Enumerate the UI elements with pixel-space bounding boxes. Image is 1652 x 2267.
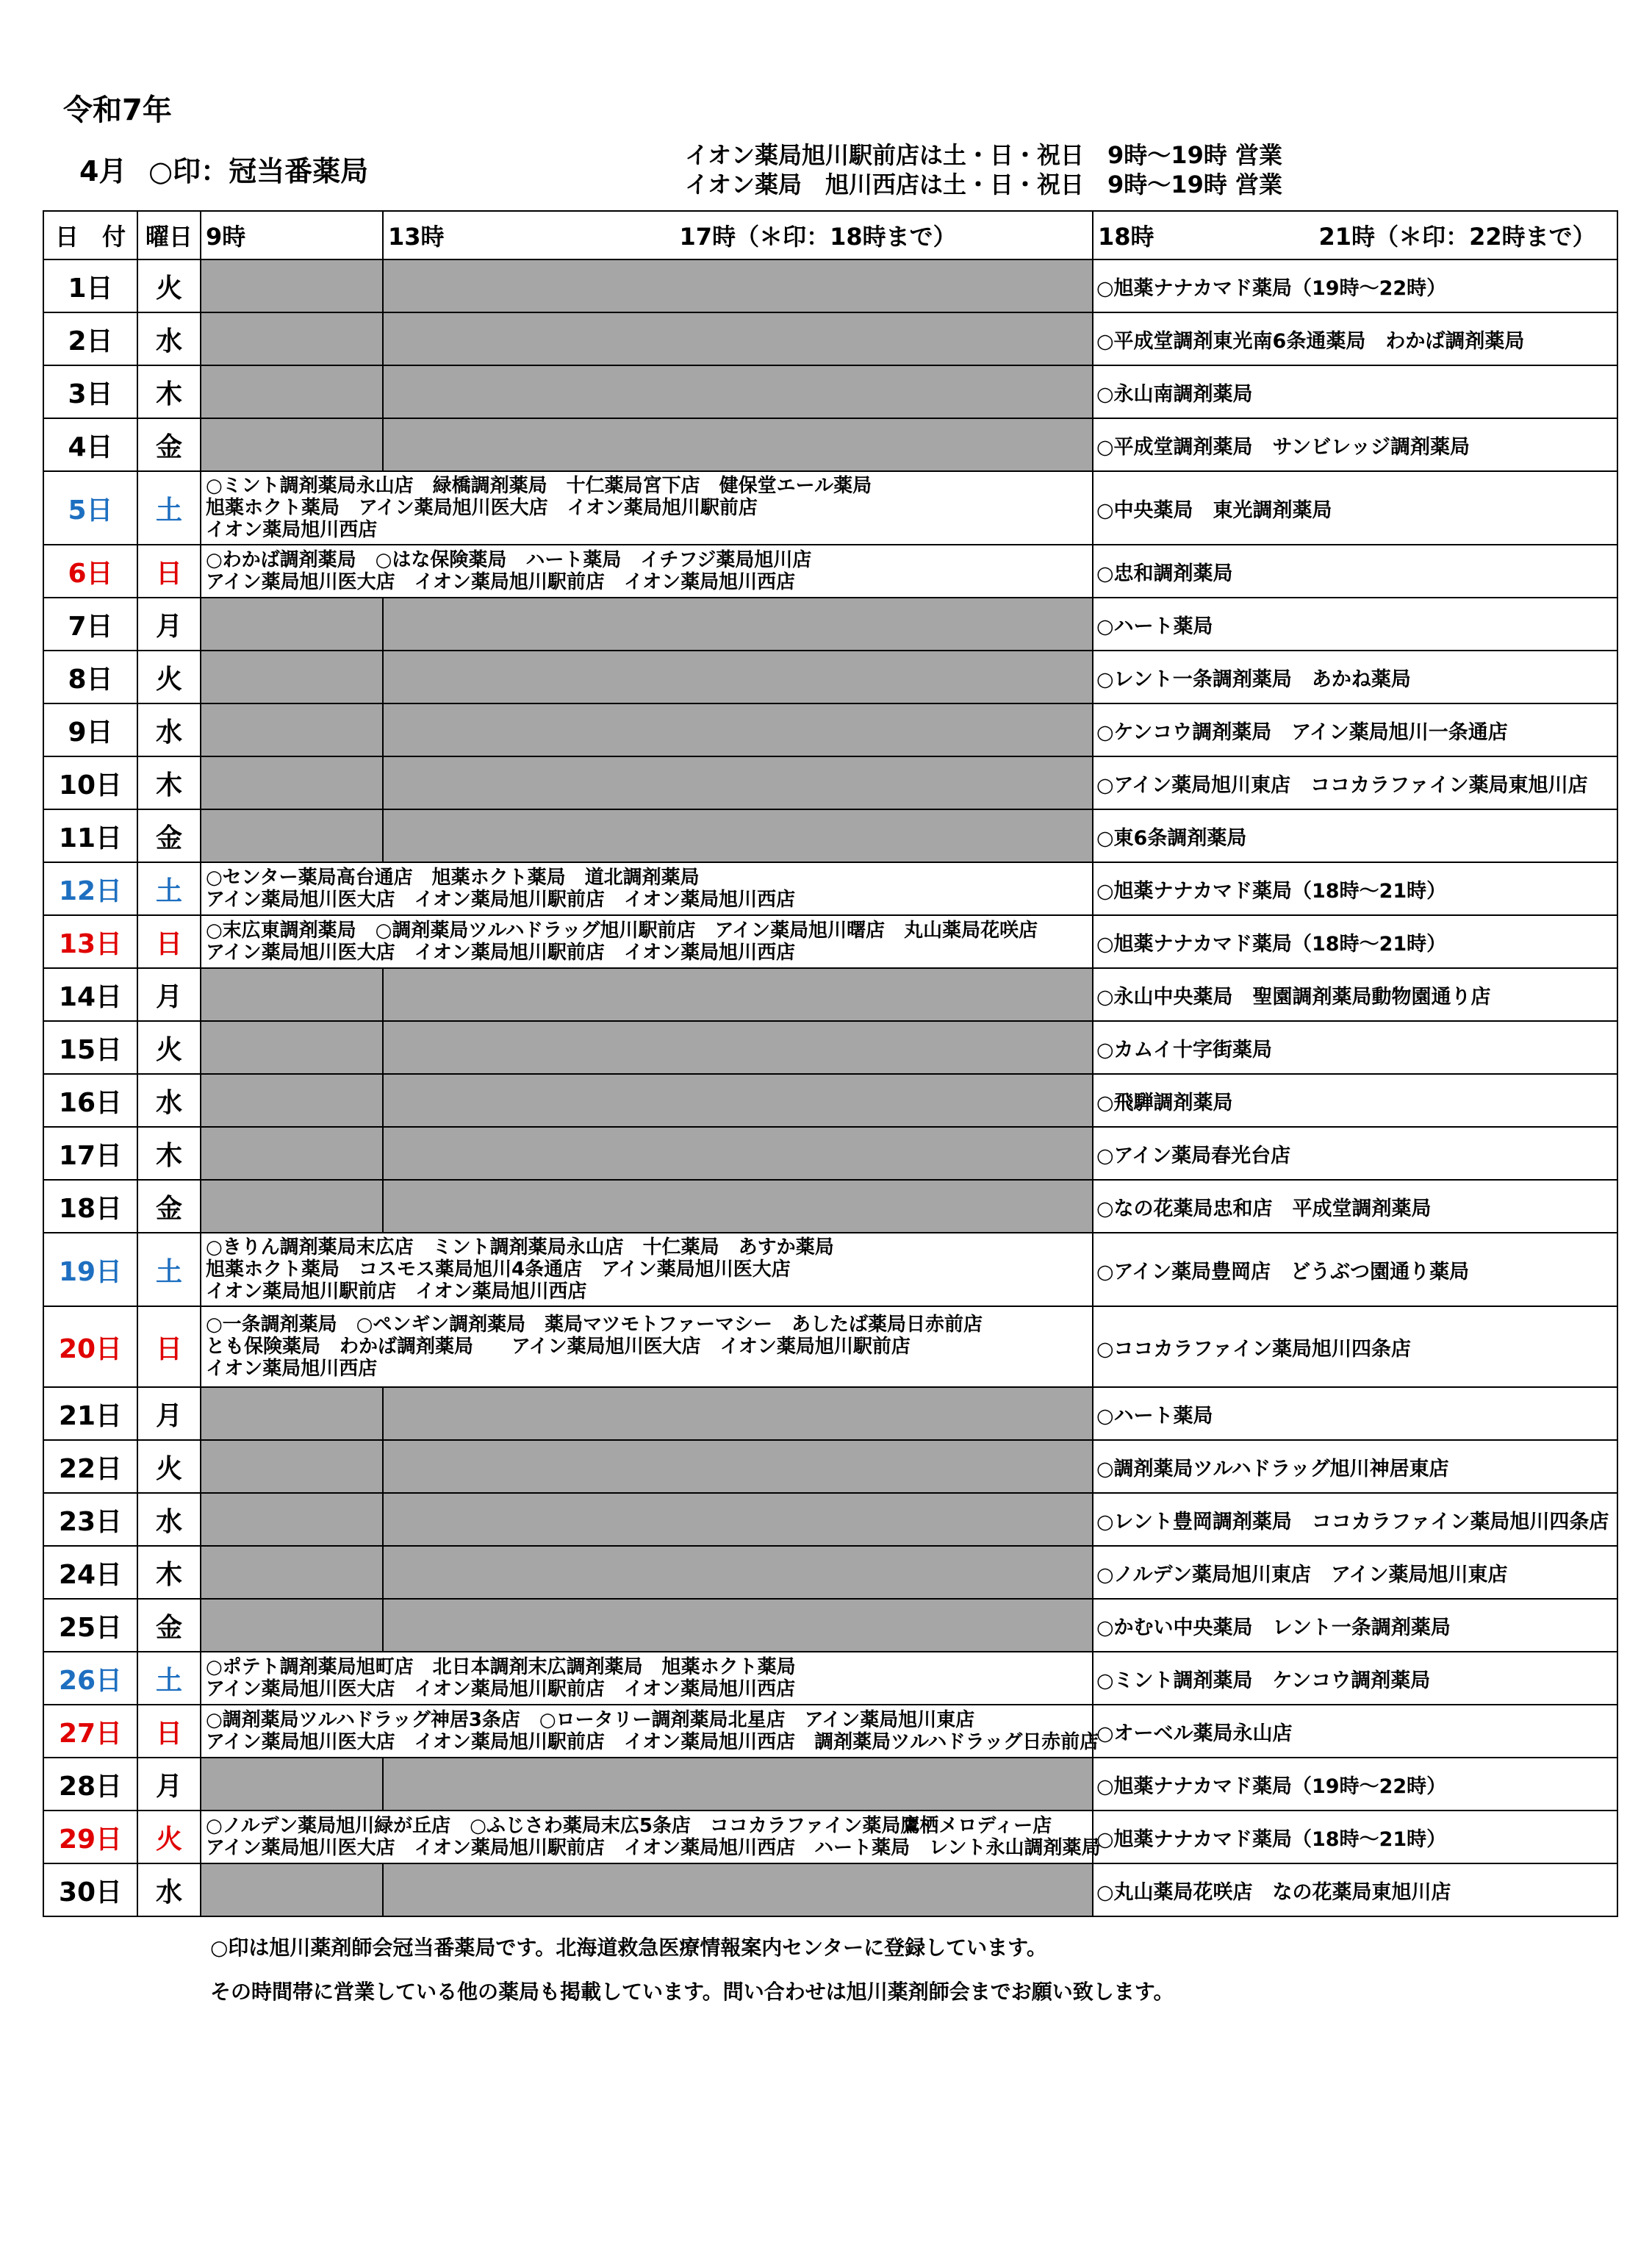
date-cell: 26日 bbox=[43, 1652, 137, 1705]
closed-morning-cell bbox=[201, 598, 383, 651]
evening-pharmacies-cell: ○ココカラファイン薬局旭川四条店 bbox=[1093, 1306, 1617, 1387]
business-hours-note-1: イオン薬局旭川駅前店は土・日・祝日 9時～19時 営業 bbox=[685, 141, 1282, 169]
date-cell: 3日 bbox=[43, 365, 137, 418]
footer-note-contact: その時間帯に営業している他の薬局も掲載しています。問い合わせは旭川薬剤師会までお願い致します。 bbox=[210, 1980, 1174, 2004]
weekday-cell: 月 bbox=[137, 1758, 201, 1811]
closed-morning-cell bbox=[201, 365, 383, 418]
evening-pharmacies-cell: ○ミント調剤薬局 ケンコウ調剤薬局 bbox=[1093, 1652, 1617, 1705]
header-row bbox=[43, 211, 1617, 259]
daytime-pharmacies-cell: ○きりん調剤薬局末広店 ミント調剤薬局永山店 十仁薬局 あすか薬局 旭薬ホクト薬局 コスモス薬局旭川4条通店 アイン薬局旭川医大店 イオン薬局旭川駅前店 イオン薬局旭川西店 bbox=[201, 1233, 1093, 1306]
column-header-1pm-5pm: 13時 17時（＊印：18時まで） bbox=[383, 211, 1093, 259]
date-cell: 8日 bbox=[43, 651, 137, 703]
closed-morning-cell bbox=[201, 1021, 383, 1074]
schedule-row bbox=[43, 1306, 1617, 1387]
schedule-row bbox=[43, 471, 1617, 545]
weekday-cell: 日 bbox=[137, 1306, 201, 1387]
closed-afternoon-cell bbox=[383, 259, 1093, 312]
closed-morning-cell bbox=[201, 259, 383, 312]
evening-pharmacies-cell: ○丸山薬局花咲店 なの花薬局東旭川店 bbox=[1093, 1863, 1617, 1916]
closed-afternoon-cell bbox=[383, 651, 1093, 703]
closed-afternoon-cell bbox=[383, 1599, 1093, 1652]
schedule-row bbox=[43, 1493, 1617, 1546]
schedule-row bbox=[43, 1387, 1617, 1440]
evening-pharmacies-cell: ○飛騨調剤薬局 bbox=[1093, 1074, 1617, 1127]
schedule-row bbox=[43, 545, 1617, 598]
date-cell: 5日 bbox=[43, 471, 137, 545]
weekday-cell: 金 bbox=[137, 1180, 201, 1233]
date-cell: 25日 bbox=[43, 1599, 137, 1652]
evening-pharmacies-cell: ○アイン薬局旭川東店 ココカラファイン薬局東旭川店 bbox=[1093, 756, 1617, 809]
evening-pharmacies-cell: ○旭薬ナナカマド薬局（18時～21時） bbox=[1093, 915, 1617, 968]
schedule-row bbox=[43, 968, 1617, 1021]
date-cell: 10日 bbox=[43, 756, 137, 809]
closed-afternoon-cell bbox=[383, 312, 1093, 365]
closed-morning-cell bbox=[201, 756, 383, 809]
schedule-row bbox=[43, 1021, 1617, 1074]
daytime-pharmacies-cell: ○ノルデン薬局旭川緑が丘店 ○ふじさわ薬局末広5条店 ココカラファイン薬局鷹栖メロディー店 アイン薬局旭川医大店 イオン薬局旭川駅前店 イオン薬局旭川西店 ハート薬局 レント永山調剤薬局 bbox=[201, 1811, 1093, 1863]
weekday-cell: 木 bbox=[137, 365, 201, 418]
evening-pharmacies-cell: ○旭薬ナナカマド薬局（18時～21時） bbox=[1093, 1811, 1617, 1863]
weekday-cell: 水 bbox=[137, 703, 201, 756]
evening-pharmacies-cell: ○ケンコウ調剤薬局 アイン薬局旭川一条通店 bbox=[1093, 703, 1617, 756]
schedule-row bbox=[43, 1758, 1617, 1811]
weekday-cell: 木 bbox=[137, 1127, 201, 1180]
schedule-row bbox=[43, 1705, 1617, 1758]
schedule-row bbox=[43, 312, 1617, 365]
date-cell: 30日 bbox=[43, 1863, 137, 1916]
weekday-cell: 土 bbox=[137, 471, 201, 545]
schedule-row bbox=[43, 1652, 1617, 1705]
pharmacy-schedule-table bbox=[43, 210, 1618, 1917]
date-cell: 1日 bbox=[43, 259, 137, 312]
weekday-cell: 金 bbox=[137, 1599, 201, 1652]
closed-afternoon-cell bbox=[383, 365, 1093, 418]
weekday-cell: 月 bbox=[137, 1387, 201, 1440]
evening-pharmacies-cell: ○旭薬ナナカマド薬局（18時～21時） bbox=[1093, 862, 1617, 915]
closed-afternoon-cell bbox=[383, 703, 1093, 756]
closed-afternoon-cell bbox=[383, 1180, 1093, 1233]
weekday-cell: 火 bbox=[137, 1811, 201, 1863]
evening-pharmacies-cell: ○永山南調剤薬局 bbox=[1093, 365, 1617, 418]
weekday-cell: 土 bbox=[137, 1233, 201, 1306]
weekday-cell: 金 bbox=[137, 418, 201, 471]
daytime-pharmacies-cell: ○末広東調剤薬局 ○調剤薬局ツルハドラッグ旭川駅前店 アイン薬局旭川曙店 丸山薬局花咲店 アイン薬局旭川医大店 イオン薬局旭川駅前店 イオン薬局旭川西店 bbox=[201, 915, 1093, 968]
closed-afternoon-cell bbox=[383, 1387, 1093, 1440]
evening-pharmacies-cell: ○ハート薬局 bbox=[1093, 1387, 1617, 1440]
evening-pharmacies-cell: ○旭薬ナナカマド薬局（19時～22時） bbox=[1093, 1758, 1617, 1811]
evening-pharmacies-cell: ○オーベル薬局永山店 bbox=[1093, 1705, 1617, 1758]
closed-morning-cell bbox=[201, 418, 383, 471]
closed-morning-cell bbox=[201, 1440, 383, 1493]
closed-afternoon-cell bbox=[383, 1127, 1093, 1180]
weekday-cell: 水 bbox=[137, 1863, 201, 1916]
schedule-row bbox=[43, 809, 1617, 862]
weekday-cell: 火 bbox=[137, 259, 201, 312]
schedule-row bbox=[43, 756, 1617, 809]
weekday-cell: 金 bbox=[137, 809, 201, 862]
schedule-row bbox=[43, 1127, 1617, 1180]
schedule-row bbox=[43, 1180, 1617, 1233]
evening-pharmacies-cell: ○かむい中央薬局 レント一条調剤薬局 bbox=[1093, 1599, 1617, 1652]
daytime-pharmacies-cell: ○わかば調剤薬局 ○はな保険薬局 ハート薬局 イチフジ薬局旭川店 アイン薬局旭川医大店 イオン薬局旭川駅前店 イオン薬局旭川西店 bbox=[201, 545, 1093, 598]
closed-afternoon-cell bbox=[383, 1546, 1093, 1599]
date-cell: 17日 bbox=[43, 1127, 137, 1180]
schedule-row bbox=[43, 703, 1617, 756]
date-cell: 24日 bbox=[43, 1546, 137, 1599]
evening-pharmacies-cell: ○ノルデン薬局旭川東店 アイン薬局旭川東店 bbox=[1093, 1546, 1617, 1599]
date-cell: 21日 bbox=[43, 1387, 137, 1440]
schedule-row bbox=[43, 1599, 1617, 1652]
evening-pharmacies-cell: ○なの花薬局忠和店 平成堂調剤薬局 bbox=[1093, 1180, 1617, 1233]
date-cell: 16日 bbox=[43, 1074, 137, 1127]
column-header-date: 日 付 bbox=[43, 211, 137, 259]
closed-afternoon-cell bbox=[383, 1440, 1093, 1493]
date-cell: 23日 bbox=[43, 1493, 137, 1546]
closed-afternoon-cell bbox=[383, 1758, 1093, 1811]
column-header-6pm-9pm: 18時 21時（＊印：22時まで） bbox=[1093, 211, 1617, 259]
date-cell: 14日 bbox=[43, 968, 137, 1021]
date-cell: 18日 bbox=[43, 1180, 137, 1233]
weekday-cell: 火 bbox=[137, 1021, 201, 1074]
schedule-row bbox=[43, 598, 1617, 651]
legend-label: ○印：冠当番薬局 bbox=[148, 155, 369, 187]
schedule-row bbox=[43, 259, 1617, 312]
date-cell: 7日 bbox=[43, 598, 137, 651]
schedule-row bbox=[43, 418, 1617, 471]
closed-morning-cell bbox=[201, 1758, 383, 1811]
evening-pharmacies-cell: ○東6条調剤薬局 bbox=[1093, 809, 1617, 862]
schedule-row bbox=[43, 1811, 1617, 1863]
evening-pharmacies-cell: ○レント豊岡調剤薬局 ココカラファイン薬局旭川四条店 bbox=[1093, 1493, 1617, 1546]
date-cell: 15日 bbox=[43, 1021, 137, 1074]
closed-afternoon-cell bbox=[383, 1021, 1093, 1074]
closed-morning-cell bbox=[201, 1127, 383, 1180]
closed-morning-cell bbox=[201, 1863, 383, 1916]
evening-pharmacies-cell: ○ハート薬局 bbox=[1093, 598, 1617, 651]
closed-afternoon-cell bbox=[383, 418, 1093, 471]
column-header-weekday: 曜日 bbox=[137, 211, 201, 259]
daytime-pharmacies-cell: ○ミント調剤薬局永山店 緑橋調剤薬局 十仁薬局宮下店 健保堂エール薬局 旭薬ホクト薬局 アイン薬局旭川医大店 イオン薬局旭川駅前店 イオン薬局旭川西店 bbox=[201, 471, 1093, 545]
date-cell: 19日 bbox=[43, 1233, 137, 1306]
column-header-9am: 9時 bbox=[201, 211, 383, 259]
weekday-cell: 水 bbox=[137, 1074, 201, 1127]
weekday-cell: 火 bbox=[137, 651, 201, 703]
evening-pharmacies-cell: ○レント一条調剤薬局 あかね薬局 bbox=[1093, 651, 1617, 703]
weekday-cell: 日 bbox=[137, 915, 201, 968]
closed-morning-cell bbox=[201, 1493, 383, 1546]
weekday-cell: 木 bbox=[137, 1546, 201, 1599]
business-hours-note-2: イオン薬局 旭川西店は土・日・祝日 9時～19時 営業 bbox=[685, 171, 1282, 198]
schedule-row bbox=[43, 1546, 1617, 1599]
weekday-cell: 日 bbox=[137, 545, 201, 598]
weekday-cell: 水 bbox=[137, 1493, 201, 1546]
date-cell: 29日 bbox=[43, 1811, 137, 1863]
daytime-pharmacies-cell: ○ポテト調剤薬局旭町店 北日本調剤末広調剤薬局 旭薬ホクト薬局 アイン薬局旭川医大店 イオン薬局旭川駅前店 イオン薬局旭川西店 bbox=[201, 1652, 1093, 1705]
evening-pharmacies-cell: ○アイン薬局豊岡店 どうぶつ園通り薬局 bbox=[1093, 1233, 1617, 1306]
closed-morning-cell bbox=[201, 1599, 383, 1652]
month-label: 4月 bbox=[79, 155, 127, 187]
schedule-row bbox=[43, 1233, 1617, 1306]
daytime-pharmacies-cell: ○調剤薬局ツルハドラッグ神居3条店 ○ロータリー調剤薬局北星店 アイン薬局旭川東店 アイン薬局旭川医大店 イオン薬局旭川駅前店 イオン薬局旭川西店 調剤薬局ツルハドラッグ日赤前店 bbox=[201, 1705, 1093, 1758]
page-era-title: 令和7年 bbox=[63, 93, 172, 127]
evening-pharmacies-cell: ○旭薬ナナカマド薬局（19時～22時） bbox=[1093, 259, 1617, 312]
weekday-cell: 土 bbox=[137, 1652, 201, 1705]
closed-morning-cell bbox=[201, 703, 383, 756]
evening-pharmacies-cell: ○平成堂調剤東光南6条通薬局 わかば調剤薬局 bbox=[1093, 312, 1617, 365]
footer-note-registration: ○印は旭川薬剤師会冠当番薬局です。北海道救急医療情報案内センターに登録しています。 bbox=[210, 1935, 1047, 1960]
weekday-cell: 月 bbox=[137, 598, 201, 651]
date-cell: 2日 bbox=[43, 312, 137, 365]
closed-morning-cell bbox=[201, 809, 383, 862]
weekday-cell: 日 bbox=[137, 1705, 201, 1758]
date-cell: 27日 bbox=[43, 1705, 137, 1758]
closed-morning-cell bbox=[201, 1387, 383, 1440]
date-cell: 22日 bbox=[43, 1440, 137, 1493]
date-cell: 20日 bbox=[43, 1306, 137, 1387]
evening-pharmacies-cell: ○カムイ十字街薬局 bbox=[1093, 1021, 1617, 1074]
schedule-row bbox=[43, 862, 1617, 915]
closed-morning-cell bbox=[201, 312, 383, 365]
closed-morning-cell bbox=[201, 651, 383, 703]
date-cell: 13日 bbox=[43, 915, 137, 968]
weekday-cell: 木 bbox=[137, 756, 201, 809]
weekday-cell: 火 bbox=[137, 1440, 201, 1493]
evening-pharmacies-cell: ○永山中央薬局 聖園調剤薬局動物園通り店 bbox=[1093, 968, 1617, 1021]
closed-afternoon-cell bbox=[383, 1493, 1093, 1546]
date-cell: 11日 bbox=[43, 809, 137, 862]
schedule-row bbox=[43, 651, 1617, 703]
closed-afternoon-cell bbox=[383, 968, 1093, 1021]
date-cell: 6日 bbox=[43, 545, 137, 598]
closed-morning-cell bbox=[201, 1546, 383, 1599]
weekday-cell: 月 bbox=[137, 968, 201, 1021]
closed-morning-cell bbox=[201, 1180, 383, 1233]
date-cell: 9日 bbox=[43, 703, 137, 756]
date-cell: 4日 bbox=[43, 418, 137, 471]
closed-afternoon-cell bbox=[383, 1863, 1093, 1916]
daytime-pharmacies-cell: ○センター薬局高台通店 旭薬ホクト薬局 道北調剤薬局 アイン薬局旭川医大店 イオン薬局旭川駅前店 イオン薬局旭川西店 bbox=[201, 862, 1093, 915]
schedule-row bbox=[43, 915, 1617, 968]
evening-pharmacies-cell: ○アイン薬局春光台店 bbox=[1093, 1127, 1617, 1180]
closed-afternoon-cell bbox=[383, 1074, 1093, 1127]
closed-morning-cell bbox=[201, 968, 383, 1021]
schedule-row bbox=[43, 1440, 1617, 1493]
evening-pharmacies-cell: ○調剤薬局ツルハドラッグ旭川神居東店 bbox=[1093, 1440, 1617, 1493]
closed-afternoon-cell bbox=[383, 598, 1093, 651]
closed-afternoon-cell bbox=[383, 809, 1093, 862]
schedule-row bbox=[43, 1863, 1617, 1916]
date-cell: 28日 bbox=[43, 1758, 137, 1811]
schedule-row bbox=[43, 1074, 1617, 1127]
evening-pharmacies-cell: ○忠和調剤薬局 bbox=[1093, 545, 1617, 598]
daytime-pharmacies-cell: ○一条調剤薬局 ○ペンギン調剤薬局 薬局マツモトファーマシー あしたば薬局日赤前店 とも保険薬局 わかば調剤薬局 アイン薬局旭川医大店 イオン薬局旭川駅前店 イオン薬局旭川西店 bbox=[201, 1306, 1093, 1387]
closed-morning-cell bbox=[201, 1074, 383, 1127]
evening-pharmacies-cell: ○中央薬局 東光調剤薬局 bbox=[1093, 471, 1617, 545]
date-cell: 12日 bbox=[43, 862, 137, 915]
closed-afternoon-cell bbox=[383, 756, 1093, 809]
evening-pharmacies-cell: ○平成堂調剤薬局 サンビレッジ調剤薬局 bbox=[1093, 418, 1617, 471]
schedule-row bbox=[43, 365, 1617, 418]
weekday-cell: 水 bbox=[137, 312, 201, 365]
weekday-cell: 土 bbox=[137, 862, 201, 915]
